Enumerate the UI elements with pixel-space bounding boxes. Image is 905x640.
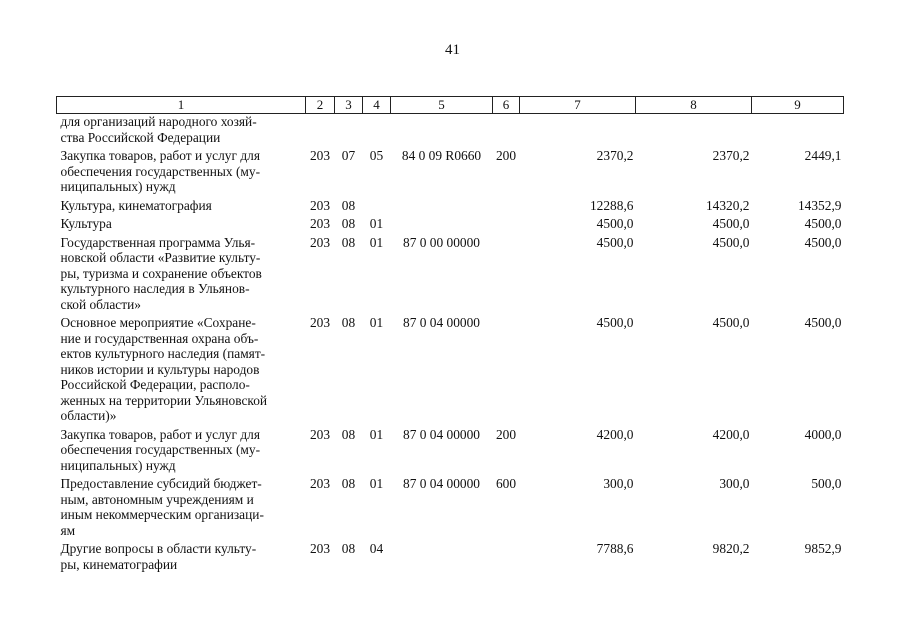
target-article-cell: 87 0 04 00000 [403, 476, 480, 491]
page-number: 41 [445, 42, 460, 58]
section-code-cell: 07 [341, 148, 356, 163]
subsection-code-cell: 04 [369, 541, 384, 556]
subsection-code-cell [363, 198, 391, 217]
item-name-cell [57, 476, 306, 541]
item-name-line: для организаций народного хозяй- [60, 114, 257, 129]
item-name-line: культурного наследия в Ульянов- [60, 281, 250, 296]
item-name-line: женных на территории Ульяновской [60, 392, 268, 408]
amount-col7-cell: 2370,2 [596, 148, 634, 163]
item-name-line: ников истории и культуры народов [60, 361, 260, 377]
item-name-line: ектов культурного наследия (памят- [60, 346, 266, 361]
amount-col8-cell: 4200,0 [712, 426, 750, 442]
target-article-cell [391, 541, 493, 575]
item-name-cell [57, 235, 306, 316]
section-code-cell: 08 [341, 315, 356, 330]
item-name-cell [57, 541, 306, 575]
column-number-header-row [57, 97, 844, 114]
expense-type-cell [493, 114, 520, 149]
budget-table [56, 96, 844, 575]
section-code-cell: 08 [341, 216, 356, 231]
item-name-line: ным, автономным учреждениям и [60, 491, 254, 507]
target-article-cell [391, 216, 493, 235]
amount-col8-cell: 9820,2 [712, 541, 750, 556]
section-code-cell [335, 114, 363, 149]
admin-code-cell: 203 [309, 315, 331, 330]
item-name-line: Другие вопросы в области культу- [60, 541, 257, 556]
amount-col7-cell: 12288,6 [589, 197, 634, 213]
expense-type-cell [493, 235, 520, 316]
column-header: 8 [636, 97, 752, 114]
table-row [57, 148, 844, 198]
subsection-code-cell [363, 114, 391, 149]
item-name-cell [57, 315, 306, 427]
item-name-cell [57, 148, 306, 198]
amount-col9-cell: 4500,0 [804, 234, 842, 250]
amount-col7-cell: 4200,0 [596, 426, 634, 442]
section-code-cell: 08 [341, 476, 356, 491]
item-name-line: Закупка товаров, работ и услуг для [60, 148, 260, 163]
admin-code-cell [306, 114, 335, 149]
subsection-code-cell: 01 [369, 476, 384, 491]
target-article-cell [391, 198, 493, 217]
item-name-line: области)» [60, 408, 117, 423]
expense-type-cell [493, 216, 520, 235]
expense-type-cell [493, 315, 520, 427]
item-name-line: Основное мероприятие «Сохране- [60, 315, 256, 330]
amount-col8-cell: 4500,0 [712, 234, 750, 250]
item-name-line: ниципальных) нужд [60, 457, 176, 473]
amount-col8-cell: 2370,2 [712, 148, 750, 163]
amount-col9-cell: 4500,0 [804, 216, 842, 231]
item-name-line: Российской Федерации, располо- [60, 377, 250, 392]
amount-col9-cell: 9852,9 [804, 541, 842, 556]
section-code-cell: 08 [341, 234, 356, 250]
target-article-cell: 84 0 09 R0660 [401, 148, 482, 163]
section-code-cell: 08 [341, 541, 356, 556]
item-name-cell [57, 198, 306, 217]
section-code-cell: 08 [341, 426, 356, 442]
expense-type-cell: 200 [495, 148, 517, 163]
column-header: 7 [520, 97, 636, 114]
amount-col9-cell: 4000,0 [804, 426, 842, 442]
column-header: 1 [57, 97, 306, 114]
amount-col8-cell [636, 114, 752, 149]
amount-col9-cell: 2449,1 [804, 148, 842, 163]
admin-code-cell: 203 [309, 197, 331, 213]
expense-type-cell: 600 [495, 476, 517, 491]
amount-col9-cell [752, 114, 844, 149]
admin-code-cell: 203 [309, 234, 331, 250]
expense-type-cell [493, 541, 520, 575]
section-code-cell: 08 [341, 197, 356, 213]
amount-col7-cell: 300,0 [603, 476, 634, 491]
target-article-cell [391, 114, 493, 149]
table-row [57, 541, 844, 575]
column-header: 9 [752, 97, 844, 114]
admin-code-cell: 203 [309, 426, 331, 442]
amount-col9-cell: 14352,9 [797, 197, 842, 213]
target-article-cell: 87 0 00 00000 [403, 234, 480, 250]
item-name-line: ры, кинематографии [60, 556, 178, 572]
amount-col8-cell: 4500,0 [712, 216, 750, 231]
subsection-code-cell: 01 [369, 426, 384, 442]
subsection-code-cell: 05 [369, 148, 384, 163]
subsection-code-cell: 01 [369, 315, 384, 330]
item-name-line: ры, туризма и сохранение объектов [60, 265, 262, 281]
table-row [57, 476, 844, 541]
item-name-line: иным некоммерческим организаци- [60, 507, 264, 522]
amount-col8-cell: 14320,2 [705, 197, 750, 213]
subsection-code-cell: 01 [369, 216, 384, 231]
table-row [57, 315, 844, 427]
item-name-line: ям [60, 522, 76, 538]
target-article-cell: 87 0 04 00000 [403, 426, 480, 442]
amount-col7-cell: 4500,0 [596, 315, 634, 330]
admin-code-cell: 203 [309, 216, 331, 231]
item-name-cell [57, 427, 306, 477]
item-name-line: обеспечения государственных (му- [60, 163, 261, 179]
amount-col9-cell: 4500,0 [804, 315, 842, 330]
amount-col7-cell: 7788,6 [596, 541, 634, 556]
item-name-line: обеспечения государственных (му- [60, 442, 261, 457]
item-name-cell [57, 216, 306, 235]
admin-code-cell: 203 [309, 476, 331, 491]
table-row [57, 427, 844, 477]
item-name-line: ства Российской Федерации [60, 129, 221, 145]
item-name-cell [57, 114, 306, 149]
column-header: 3 [335, 97, 363, 114]
amount-col7-cell [520, 114, 636, 149]
admin-code-cell: 203 [309, 148, 331, 163]
item-name-line: Культура, кинематография [60, 197, 212, 213]
table-row [57, 235, 844, 316]
target-article-cell: 87 0 04 00000 [403, 315, 480, 330]
admin-code-cell: 203 [309, 541, 331, 556]
amount-col8-cell: 300,0 [719, 476, 750, 491]
column-header: 6 [493, 97, 520, 114]
column-header: 2 [306, 97, 335, 114]
table-row [57, 216, 844, 235]
item-name-line: Культура [60, 216, 112, 231]
table-row [57, 198, 844, 217]
item-name-line: ской области» [60, 296, 141, 312]
column-header: 4 [363, 97, 391, 114]
column-header: 5 [391, 97, 493, 114]
expense-type-cell [493, 198, 520, 217]
subsection-code-cell: 01 [369, 234, 384, 250]
amount-col7-cell: 4500,0 [596, 216, 634, 231]
item-name-line: новской области «Развитие культу- [60, 250, 261, 265]
table-row [57, 114, 844, 149]
item-name-line: Предоставление субсидий бюджет- [60, 476, 262, 491]
amount-col9-cell: 500,0 [811, 476, 842, 491]
item-name-line: Государственная программа Улья- [60, 234, 256, 250]
amount-col7-cell: 4500,0 [596, 234, 634, 250]
item-name-line: ниципальных) нужд [60, 179, 176, 194]
expense-type-cell: 200 [495, 426, 517, 442]
item-name-line: Закупка товаров, работ и услуг для [60, 426, 260, 442]
amount-col8-cell: 4500,0 [712, 315, 750, 330]
item-name-line: ние и государственная охрана объ- [60, 330, 259, 346]
